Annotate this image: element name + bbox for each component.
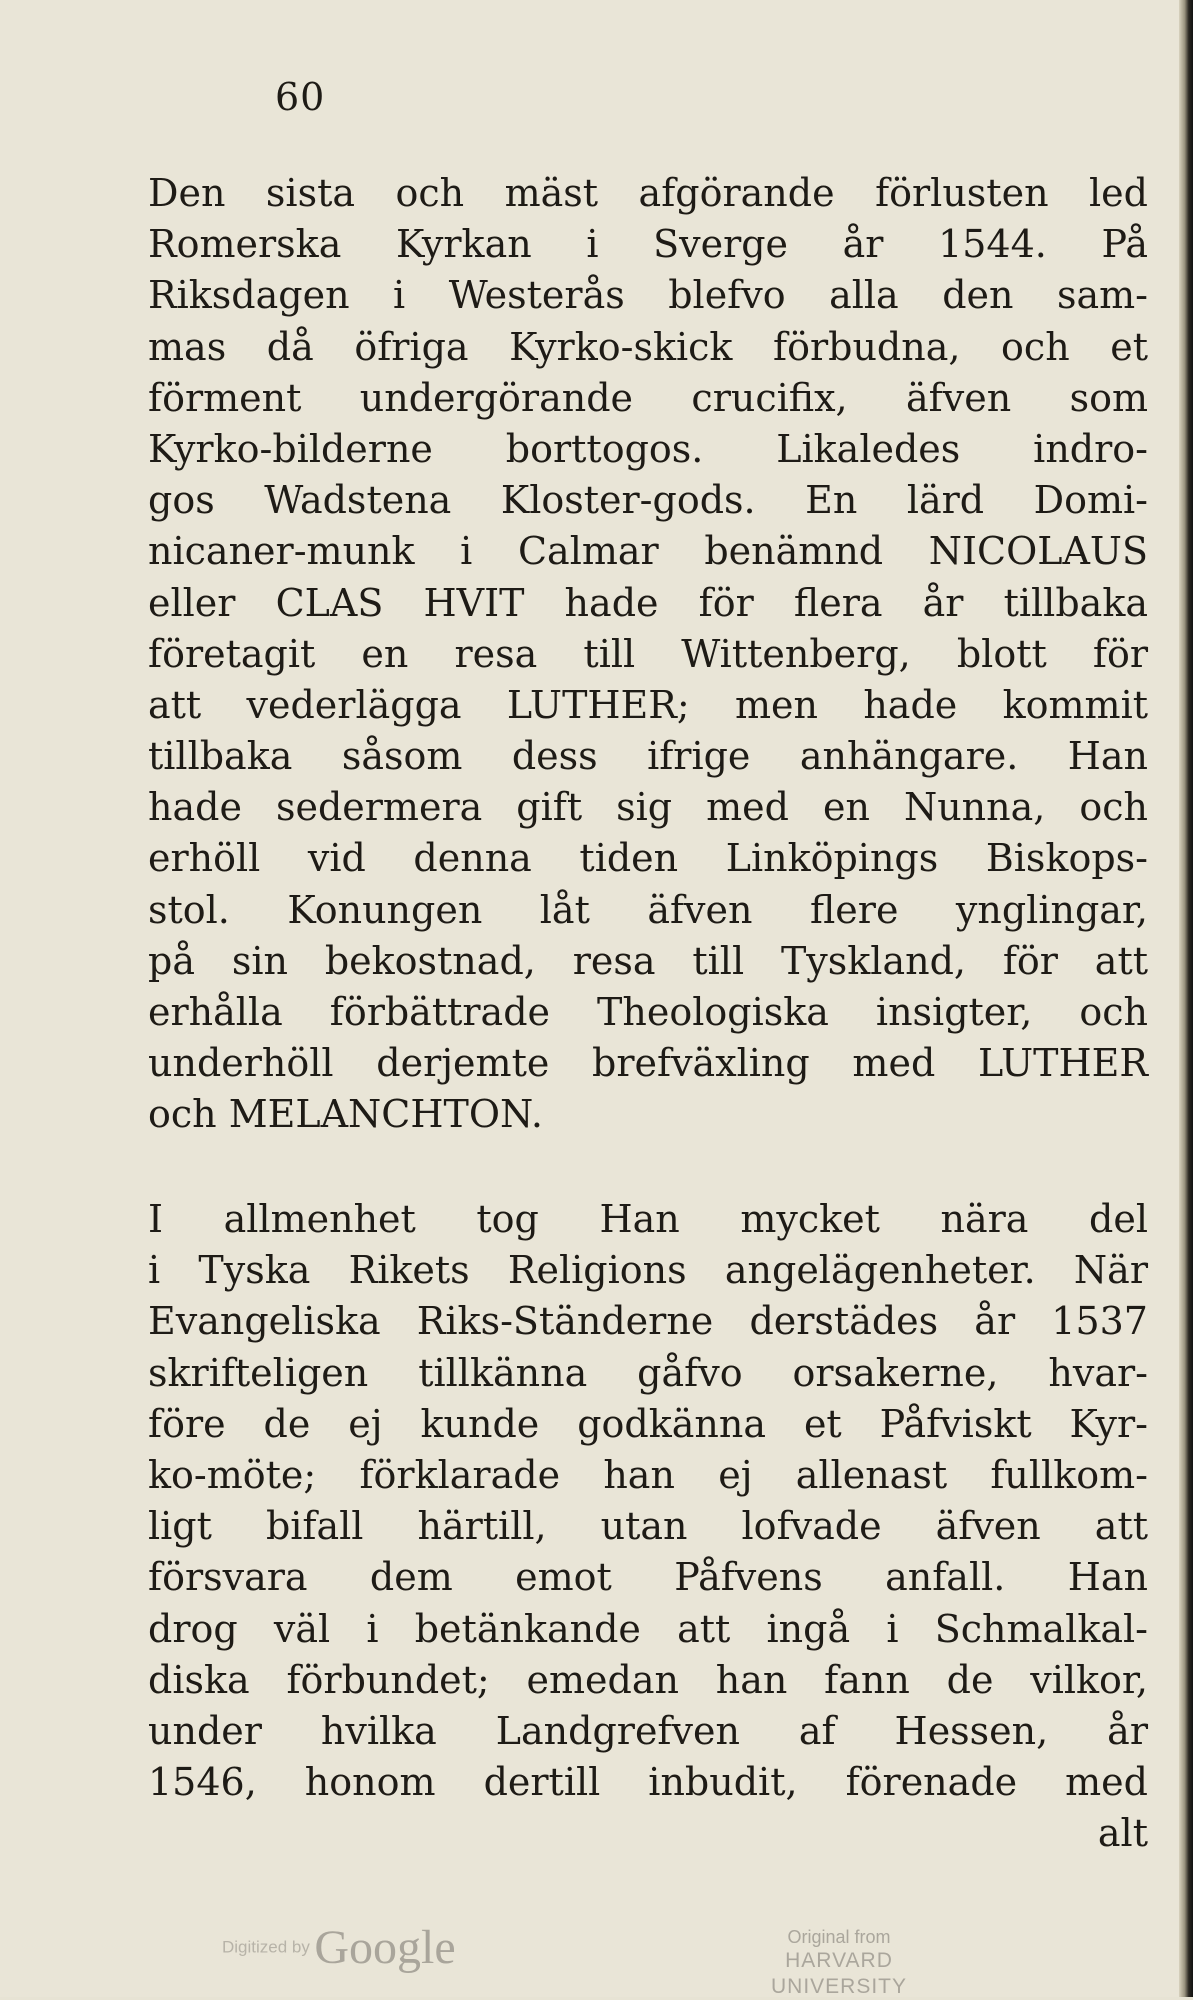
text-line: Den sista och mäst afgörande förlusten led [148, 171, 1148, 215]
paragraph-1 [148, 168, 1148, 1141]
text-line: under hvilka Landgrefven af Hessen, år [148, 1708, 1148, 1753]
text-line: i Tyska Rikets Religions angelägenheter. När [148, 1248, 1148, 1293]
google-logo: Google [314, 1921, 456, 1974]
text-line: förment undergörande crucifix, äfven som [148, 375, 1148, 420]
text-line: diska förbundet; emedan han fann de vilkor, [148, 1657, 1148, 1702]
text-line: erhöll vid denna tiden Linköpings Biskops- [148, 836, 1148, 881]
original-from-footer [714, 1926, 964, 2000]
text-line: nicaner-munk i Calmar benämnd NICOLAUS [148, 529, 1148, 574]
text-line: 1546, honom dertill inbudit, förenade med [148, 1760, 1148, 1805]
text-line: företagit en resa till Wittenberg, blott för [148, 631, 1148, 676]
text-line: gos Wadstena Kloster-gods. En lärd Domi- [148, 478, 1148, 523]
text-line: stol. Konungen låt äfven flere ynglingar, [148, 887, 1148, 932]
digitized-by-footer [222, 1920, 456, 1975]
text-line: på sin bekostnad, resa till Tyskland, för att [148, 938, 1148, 983]
original-from-label: Original from [787, 1927, 891, 1947]
text-line: erhålla förbättrade Theologiska insigter, och [148, 990, 1148, 1034]
institution-label: HARVARD UNIVERSITY [770, 1949, 908, 1998]
text-line: och MELANCHTON. [148, 1092, 543, 1137]
text-line: I allmenhet tog Han mycket nära del [148, 1197, 1148, 1241]
text-line: Evangeliska Riks-Ständerne derstädes år 1537 [148, 1299, 1148, 1344]
page-number: 60 [275, 75, 326, 119]
text-line: skrifteligen tillkänna gåfvo orsakerne, hvar- [148, 1350, 1148, 1395]
digitized-by-label: Digitized by [222, 1937, 310, 1957]
text-line: eller CLAS HVIT hade för flera år tillbaka [148, 580, 1148, 625]
text-line: hade sedermera gift sig med en Nunna, och [148, 785, 1148, 830]
text-line: Riksdagen i Westerås blefvo alla den sam- [148, 273, 1148, 318]
text-line: före de ej kunde godkänna et Påfviskt Kyr- [148, 1401, 1148, 1446]
text-line: drog väl i betänkande att ingå i Schmalkal- [148, 1606, 1148, 1651]
page-edge-shadow [1179, 0, 1193, 1997]
text-line: försvara dem emot Påfvens anfall. Han [148, 1555, 1148, 1600]
paragraph-2 [148, 1194, 1148, 1859]
text-line: ko-möte; förklarade han ej allenast fullkom- [148, 1452, 1148, 1497]
text-line: Kyrko-bilderne borttogos. Likaledes indro- [148, 426, 1148, 471]
text-line: ligt bifall härtill, utan lofvade äfven att [148, 1504, 1148, 1549]
catchword: alt [1097, 1811, 1148, 1856]
text-line: Romerska Kyrkan i Sverge år 1544. På [148, 222, 1148, 267]
text-line: tillbaka såsom dess ifrige anhängare. Han [148, 734, 1148, 779]
text-line: att vederlägga LUTHER; men hade kommit [148, 682, 1148, 727]
text-line: underhöll derjemte brefväxling med LUTHER [148, 1041, 1148, 1086]
text-line: mas då öfriga Kyrko-skick förbudna, och et [148, 324, 1148, 369]
